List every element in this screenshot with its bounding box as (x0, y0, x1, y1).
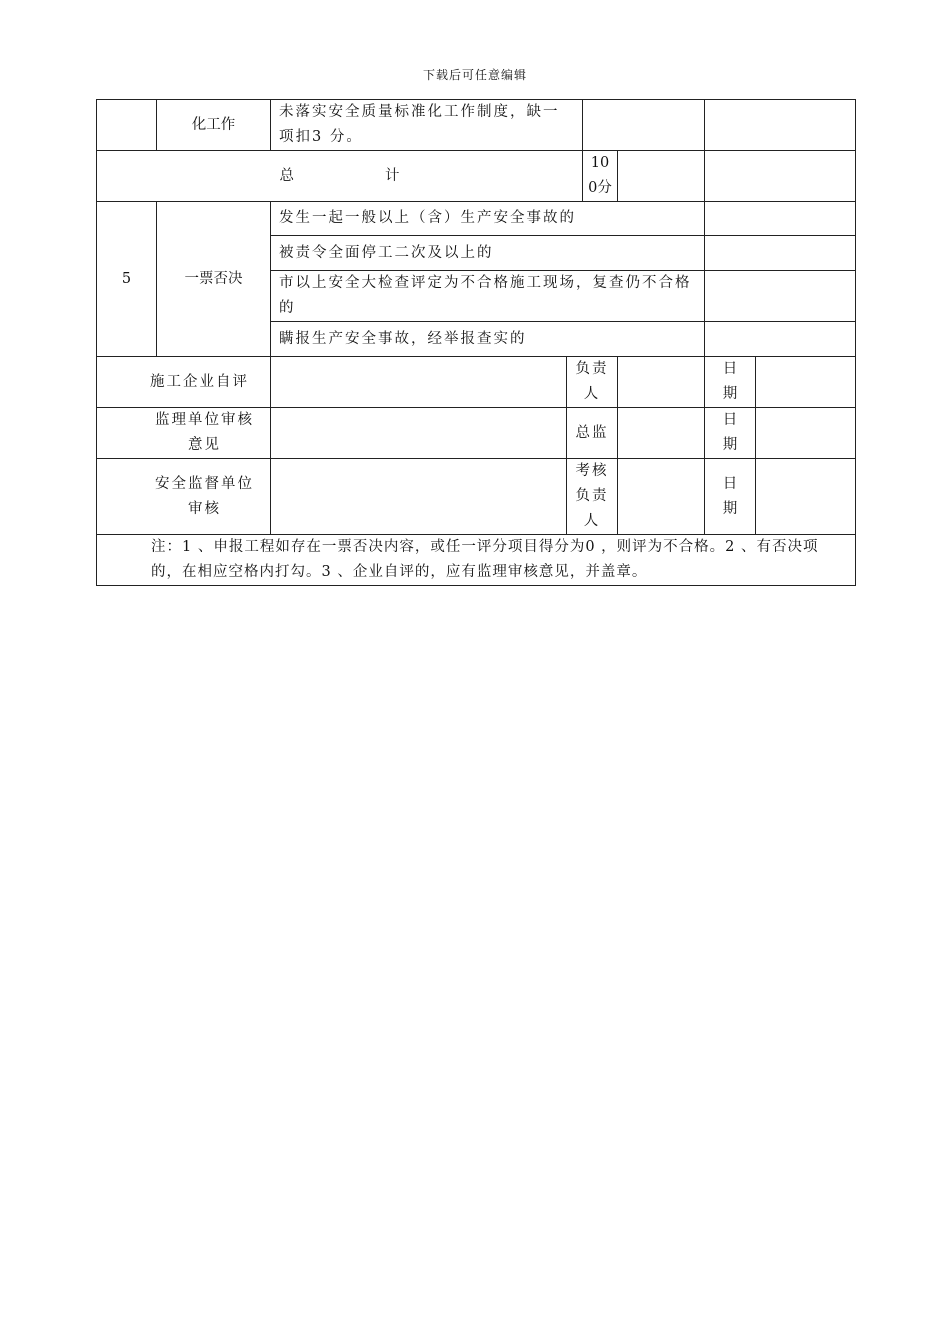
signature-role-cell: 考核负责人 (567, 459, 618, 535)
item-name-cell: 化工作 (157, 100, 271, 151)
item-description-cell: 未落实安全质量标准化工作制度，缺一项扣3 分。 (271, 100, 583, 151)
signature-label-cell: 监理单位审核意见 (97, 408, 271, 459)
page-header: 下载后可任意编辑 (422, 68, 527, 82)
table-row-signature (97, 408, 856, 459)
date-label-cell: 日期 (705, 459, 756, 535)
item-number-cell (97, 100, 157, 151)
table-row-veto-1 (97, 202, 856, 236)
veto-check-cell[interactable] (705, 236, 856, 271)
signature-role-cell: 总监 (567, 408, 618, 459)
table-row-signature (97, 357, 856, 408)
item-score-cell (583, 100, 705, 151)
signature-role-cell: 负责人 (567, 357, 618, 408)
veto-item: 发生一起一般以上（含）生产安全事故的 (271, 202, 705, 236)
veto-number-cell: 5 (97, 202, 157, 357)
date-label-cell: 日期 (705, 408, 756, 459)
table-row-note (97, 535, 856, 586)
total-score: 100分 (588, 155, 612, 196)
table-row-total (97, 151, 856, 202)
total-score-cell (583, 151, 618, 202)
date-field[interactable] (756, 357, 856, 408)
note-text: 注：1 、申报工程如存在一票否决内容，或任一评分项目得分为0 ，则评为不合格。2 、有否决项的，在相应空格内打勾。3 、企业自评的，应有监理审核意见，并盖章。 (97, 535, 856, 586)
table-row-standardization (97, 100, 856, 151)
date-field[interactable] (756, 459, 856, 535)
veto-check-cell[interactable] (705, 202, 856, 236)
total-extra-cell (705, 151, 856, 202)
table-row-signature (97, 459, 856, 535)
veto-check-cell[interactable] (705, 271, 856, 322)
veto-check-cell[interactable] (705, 322, 856, 357)
date-label-cell: 日期 (705, 357, 756, 408)
total-label-cell (97, 151, 583, 202)
signature-label-cell: 安全监督单位审核 (97, 459, 271, 535)
veto-name-cell: 一票否决 (157, 202, 271, 357)
signature-role-field[interactable] (618, 357, 705, 408)
total-label: 总 计 (279, 167, 400, 184)
signature-label-cell: 施工企业自评 (97, 357, 271, 408)
item-extra-cell (705, 100, 856, 151)
signature-role-field[interactable] (618, 459, 705, 535)
total-empty-cell (618, 151, 705, 202)
signature-field[interactable] (271, 357, 567, 408)
veto-item: 市以上安全大检查评定为不合格施工现场，复查仍不合格的 (271, 271, 705, 322)
veto-item: 瞒报生产安全事故，经举报查实的 (271, 322, 705, 357)
veto-item: 被责令全面停工二次及以上的 (271, 236, 705, 271)
evaluation-table (96, 99, 856, 586)
signature-field[interactable] (271, 408, 567, 459)
signature-role-field[interactable] (618, 408, 705, 459)
signature-field[interactable] (271, 459, 567, 535)
date-field[interactable] (756, 408, 856, 459)
